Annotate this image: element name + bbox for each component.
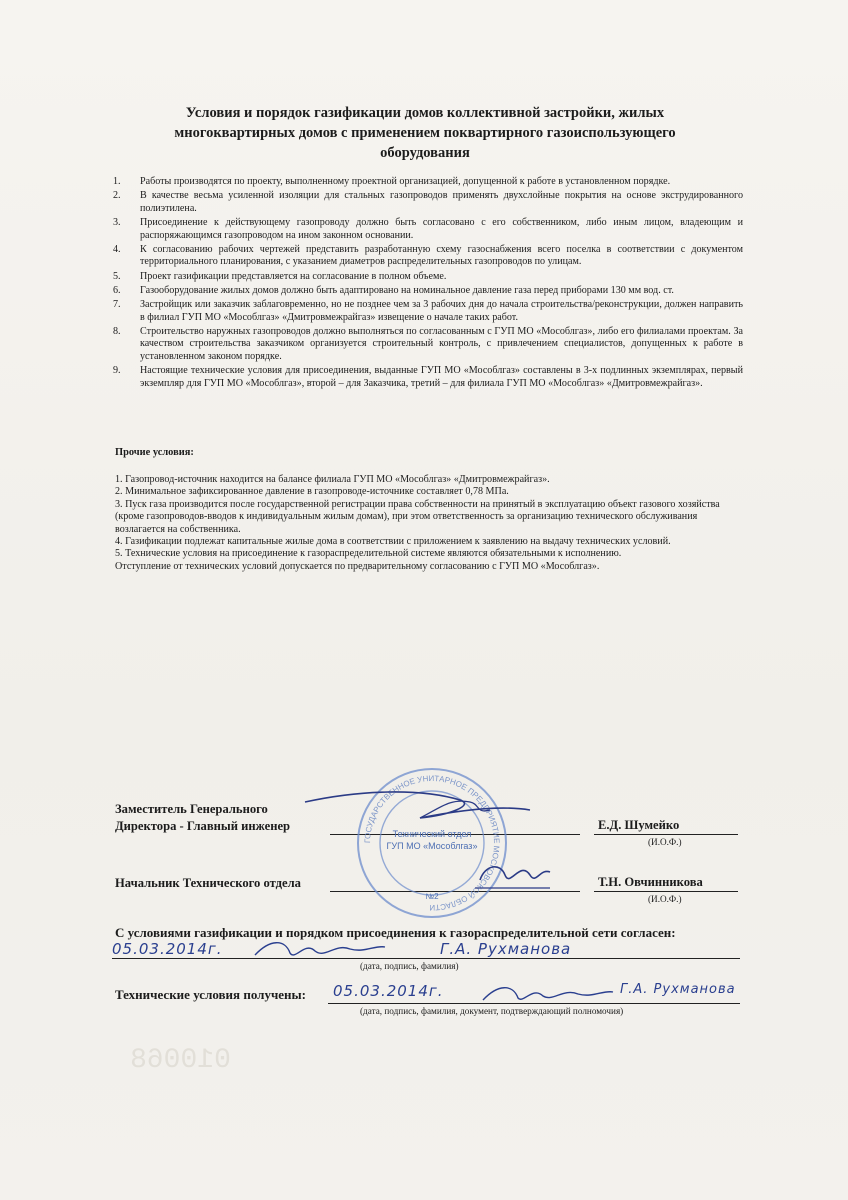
stamp-ring-path: ГОСУДАРСТВЕННОЕ УНИТАРНОЕ ПРЕДПРИЯТИЕ МОСКОВСКОЙ ОБЛАСТИ xyxy=(362,773,502,913)
signature-scribbles xyxy=(300,780,560,910)
condition-text: Застройщик или заказчик заблаговременно, но не позднее чем за 3 рабочих дня до начала строительства/реконструкции, должен направить в филиал ГУП МО «Мособлгаз» «Дмитровмежрайгаз» извещение о начале таких работ. xyxy=(140,298,743,323)
condition-text: Настоящие технические условия для присоединения, выданные ГУП МО «Мособлгаз» составлены в 3-х подлинных экземплярах, первый экземпляр для ГУП МО «Мособлгаз», второй – для Заказчика, третий – для филиала ГУП МО «Мособлгаз» «Дмитровмежрайгаз». xyxy=(140,365,743,389)
agreement-handwritten-date: 05.03.2014г. xyxy=(112,940,223,958)
condition-number: 7. xyxy=(113,298,121,310)
received-line xyxy=(328,1003,740,1004)
other-condition-item: Отступление от технических условий допускается по предварительному согласованию с ГУП МО «Мособлгаз». xyxy=(115,560,600,572)
deputy-name: Е.Д. Шумейко xyxy=(598,818,680,832)
other-condition-item: 4. Газификации подлежат капитальные жилые дома в соответствии с приложением к заявлению на выдачу технических условий. xyxy=(115,536,671,548)
agreement-caption: (дата, подпись, фамилия) xyxy=(360,961,459,971)
condition-text: Присоединение к действующему газопроводу должно быть согласовано с его собственником, либо иным лицом, владеющим и распоряжающимся газопроводом на ином законном основании. xyxy=(140,216,743,241)
condition-number: 2. xyxy=(113,190,121,202)
other-conditions-list xyxy=(115,474,725,573)
deputy-name-line xyxy=(594,834,738,835)
document-title: Условия и порядок газификации домов коллективной застройки, жилых многоквартирных домов с применением поквартирного газоиспользующего оборудования xyxy=(174,105,676,161)
faint-document-number: 010068 xyxy=(130,1045,231,1076)
condition-item xyxy=(113,176,743,189)
stamp-number: №2 xyxy=(425,892,439,901)
condition-item xyxy=(113,244,743,269)
condition-number: 1. xyxy=(113,176,121,187)
other-condition-item: 5. Технические условия на присоединение к газораспределительной системе являются обязательными к исполнению. xyxy=(115,548,622,560)
deputy-label-line1: Заместитель Генерального xyxy=(115,802,268,816)
condition-number: 8. xyxy=(113,325,121,337)
received-signature xyxy=(478,978,618,1006)
condition-number: 9. xyxy=(113,365,121,377)
condition-item xyxy=(113,271,743,284)
agreement-handwritten-name: Г.А. Рухманова xyxy=(440,940,572,958)
deputy-label-line2: Директора - Главный инженер xyxy=(115,819,291,833)
condition-text: К согласованию рабочих чертежей представить разработанную схему газоснабжения всего поселка в соответствии с документом территориального планирования, с указанием диаметров распределительных газопроводов по улицам. xyxy=(140,243,743,268)
agreement-line xyxy=(112,958,740,959)
condition-item xyxy=(113,217,743,242)
agreement-label: С условиями газификации и порядком присоединения к газораспределительной сети согласен: xyxy=(115,925,676,940)
condition-text: Проект газификации представляется на согласование в полном объеме. xyxy=(140,270,447,282)
condition-item xyxy=(113,299,743,324)
tech-name-line xyxy=(594,891,738,892)
stamp-line1: Технический отдел xyxy=(392,829,472,839)
received-caption: (дата, подпись, фамилия, документ, подтверждающий полномочия) xyxy=(360,1006,624,1016)
condition-text: Строительство наружных газопроводов должно выполняться по согласованным с ГУП МО «Мособлгаз», либо его филиалами проектам. За качеством строительства заказчиком организуется строительный контроль, с привлечением специалистов, допущенных к работе в установленном законом порядке. xyxy=(140,325,743,362)
condition-item xyxy=(113,326,743,364)
condition-item xyxy=(113,285,743,298)
condition-number: 5. xyxy=(113,270,121,282)
condition-number: 6. xyxy=(113,284,121,296)
other-condition-item: 1. Газопровод-источник находится на балансе филиала ГУП МО «Мособлгаз» «Дмитровмежрайгаз». xyxy=(115,474,550,485)
condition-text: Газооборудование жилых домов должно быть адаптировано на номинальное давление газа перед приборами 130 мм вод. ст. xyxy=(140,284,674,296)
tech-name: Т.Н. Овчинникова xyxy=(598,875,703,889)
stamp-line2: ГУП МО «Мособлгаз» xyxy=(386,841,478,851)
tech-name-caption: (И.О.Ф.) xyxy=(648,894,682,904)
condition-item xyxy=(113,365,743,390)
condition-number: 3. xyxy=(113,216,121,228)
condition-number: 4. xyxy=(113,243,121,255)
received-handwritten-name: Г.А. Рухманова xyxy=(620,982,736,997)
received-label: Технические условия получены: xyxy=(115,987,307,1002)
deputy-name-caption: (И.О.Ф.) xyxy=(648,837,682,847)
condition-text: В качестве весьма усиленной изоляции для стальных газопроводов применять двухслойные покрытия на основе экструдированного полиэтилена. xyxy=(140,190,743,214)
tech-label: Начальник Технического отдела xyxy=(115,876,301,890)
condition-text: Работы производятся по проекту, выполненному проектной организацией, допущенной к работе в установленном порядке. xyxy=(140,176,671,187)
other-condition-item: 2. Минимальное зафиксированное давление в газопроводе-источнике составляет 0,78 МПа. xyxy=(115,486,509,498)
other-conditions-title: Прочие условия: xyxy=(115,447,194,458)
condition-item xyxy=(113,190,743,215)
received-handwritten-date: 05.03.2014г. xyxy=(333,982,444,1000)
other-condition-item: 3. Пуск газа производится после государственной регистрации права собственности на принятый в эксплуатацию объект газового хозяйства (кроме газопроводов-вводов к индивидуальным жилым домам), при этом ответственность за организацию технического обслуживания возлагается на собственника. xyxy=(115,498,720,535)
conditions-list xyxy=(113,176,743,392)
